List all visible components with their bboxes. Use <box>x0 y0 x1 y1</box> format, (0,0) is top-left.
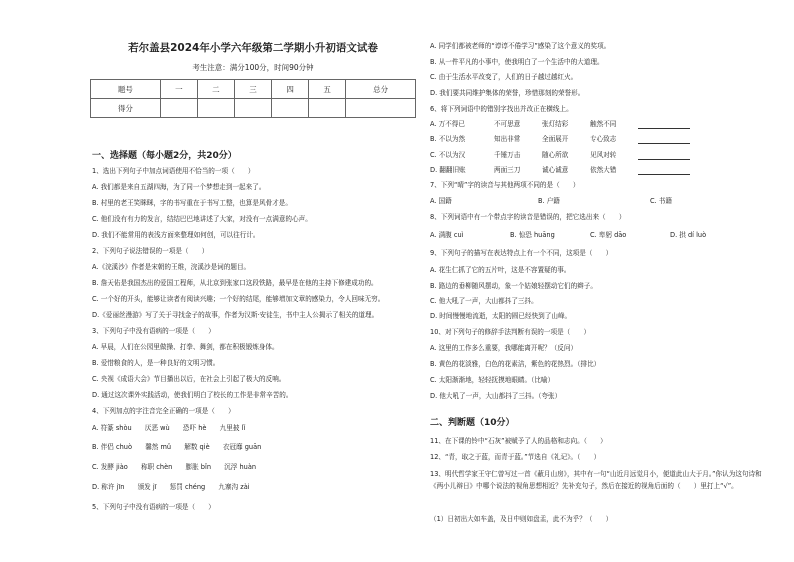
idiom-cell: 见风对转 <box>590 151 617 159</box>
idiom-cell: D. 翻翻旧账 <box>430 166 466 174</box>
option-line: B. 伴侣 chuò 馨然 mǔ 解数 qiè 衣冠靡 guān <box>92 443 262 451</box>
question-line: （1）日初出大如车盖，及日中则如盘盂，此不为乎？（ ） <box>430 515 613 523</box>
score-cell: 总分 <box>346 80 416 99</box>
question-line: 1、选出下列句子中加点词语使用不恰当的一项（ ） <box>92 167 255 175</box>
option-line: C. 央视《成语大会》节目播出以后，在社会上引起了极大的反响。 <box>92 375 286 383</box>
answer-blank[interactable] <box>638 174 690 175</box>
question-line: 3、下列句子中没有语病的一项是（ ） <box>92 327 215 335</box>
option-line: D. 通过这次课外实践活动，使我们明白了校长的工作是非常辛苦的。 <box>92 391 293 399</box>
option-line: C. 太阳渐渐地，轻轻抚摸地眼睛。（比喻） <box>430 376 555 384</box>
idiom-cell: 诚心诚意 <box>542 166 569 174</box>
score-input-cell[interactable] <box>309 99 346 118</box>
option-line: C. 发酵 jiào 称职 chèn 膨胀 bǐn 沉浮 huàn <box>92 463 257 471</box>
idiom-cell: 依然大错 <box>590 166 617 174</box>
option-line: B. 村里的老王笑眯眯，字的书写重在于书写工整，也算是风骨才是。 <box>92 199 292 207</box>
idiom-cell: B. 不以为然 <box>430 135 466 143</box>
option-cell: C. 卑躬 dāo <box>590 231 627 239</box>
option-cell: B. 惊恐 huāng <box>510 231 555 239</box>
option-line: C. 他们没有有力的发言，结结巴巴地讲述了大家，对没有一点满意的心声。 <box>92 215 312 223</box>
score-header-row <box>91 80 416 99</box>
option-cell: A. 国籍 <box>430 197 452 205</box>
option-line: D. 时间慢慢地流逝，太阳的圆已经快到了山峰。 <box>430 312 572 320</box>
option-line: B. 爱惜粮食的人，是一种良好的文明习惯。 <box>92 359 220 367</box>
option-line: D. 他大吼了一声，大山都抖了三抖。（夸张） <box>430 392 562 400</box>
idiom-cell: 千锤万击 <box>494 151 521 159</box>
answer-blank[interactable] <box>638 159 690 160</box>
question-line: 10、对下列句子的修辞手法判断有误的一项是（ ） <box>430 328 591 336</box>
question-line: 12、“青，取之于蓝，而青于蓝。”节选自《礼记》。（ ） <box>430 453 601 461</box>
section-choice-heading: 一、选择题（每小题2分，共20分） <box>92 151 237 161</box>
question-line: 2、下列句子说法错误的一项是（ ） <box>92 247 209 255</box>
option-cell: B. 户籍 <box>538 197 560 205</box>
question-line: 9、下列句子的描写在表达特点上有一个不同，这项是（ ） <box>430 249 613 257</box>
idiom-cell: A. 万不得已 <box>430 120 465 128</box>
option-cell: A. 满腹 cuì <box>430 231 464 239</box>
score-cell: 五 <box>309 80 346 99</box>
option-line: A. 同学们都被老师的“谆谆不倦学习”感染了这个意义的奖项。 <box>430 42 611 50</box>
question-line: 5、下列句子中没有语病的一项是（ ） <box>92 503 215 511</box>
option-line: D. 称许 jīn 颁发 jī 惩罚 chéng 九寨沟 zài <box>92 483 250 491</box>
option-line: A. 符篆 shòu 厌恶 wù 恐吓 hè 九里披 lǐ <box>92 424 246 432</box>
score-input-cell[interactable] <box>346 99 416 118</box>
section-judge-heading: 二、判断题（10分） <box>430 418 515 428</box>
idiom-cell: 知出非常 <box>494 135 521 143</box>
idiom-cell: 两面三刀 <box>494 166 521 174</box>
exam-title: 若尔盖县2024年小学六年级第二学期小升初语文试卷 <box>128 42 378 54</box>
option-cell: D. 拱 dí luò <box>670 231 707 239</box>
score-cell: 得分 <box>91 99 161 118</box>
question-line: 11、在下课的铃中“石灰”被赋予了人的品格和志向。（ ） <box>430 437 607 445</box>
answer-blank[interactable] <box>638 128 690 129</box>
option-line: B. 从一件平凡的小事中，使我明白了一个生活中的大道理。 <box>430 58 604 66</box>
score-input-cell[interactable] <box>160 99 197 118</box>
option-line: C. 由于生活水平改变了，人们的日子越过越红火。 <box>430 73 578 81</box>
score-cell: 题号 <box>91 80 161 99</box>
option-line: A.《浣溪沙》作者是宋朝的王维，浣溪沙是词的题目。 <box>92 263 251 271</box>
option-line: A. 这里的工作多么重要，我哪能离开呢？（反问） <box>430 344 578 352</box>
idiom-cell: 全面展开 <box>542 135 569 143</box>
score-input-cell[interactable] <box>234 99 271 118</box>
idiom-cell: 随心所欲 <box>542 151 569 159</box>
score-cell: 四 <box>272 80 309 99</box>
option-line: B. 黄色的花淡雅，白色的花素洁，紫色的花热烈。（排比） <box>430 360 601 368</box>
exam-notice: 考生注意：满分100分，时间90分钟 <box>192 63 314 72</box>
score-input-cell[interactable] <box>272 99 309 118</box>
question-paragraph: 13、明代哲学家王守仁曾写过一首《蔽月山房》，其中有一句“山近月远觉月小，便道此山大于月。”你认为这句诗和《两小儿辩日》中哪个说法的视角思想相近？先补充句子，然后在接近的视角后面的（ ）里打上“√”。 <box>430 470 762 490</box>
score-cell: 三 <box>234 80 271 99</box>
option-line: C. 一个好的开头，能够让读者有阅读兴趣；一个好的结尾，能够增加文章的感染力，令人回味无穷。 <box>92 295 385 303</box>
option-line: B. 路边的垂柳随风摆动，象一个姑娘轻摆动它们的辫子。 <box>430 282 597 290</box>
option-line: A. 花生仁抓了它的五片叶，这是不容置疑的事。 <box>430 266 571 274</box>
option-line: C. 他大吼了一声，大山都抖了三抖。 <box>430 297 538 305</box>
question-line: 7、下列“晴”字的读音与其他两项不同的是（ ） <box>430 181 580 189</box>
option-line: B. 詹天佑是我国杰出的爱国工程师，从北京到张家口这段铁路，最早是在他的主持下修建成功的。 <box>92 279 378 287</box>
question-line: 4、下列加点的字注音完全正确的一项是（ ） <box>92 407 235 415</box>
answer-blank[interactable] <box>638 143 690 144</box>
option-cell: C. 书籍 <box>650 197 672 205</box>
score-value-row <box>91 99 416 118</box>
option-line: A. 我们都是来自五湖四海，为了同一个梦想走到一起来了。 <box>92 183 266 191</box>
question-line: 6、将下列词语中的错别字找出并改正在横线上。 <box>430 105 573 113</box>
idiom-cell: 专心致志 <box>590 135 617 143</box>
score-cell: 二 <box>197 80 234 99</box>
question-line: 8、下列词语中有一个带点字的读音是错误的，把它选出来（ ） <box>430 213 626 221</box>
option-line: D. 我们要共同维护集体的荣誉，珍惜那刻的荣誉形。 <box>430 89 585 97</box>
option-line: D. 我们不能常用的表浅方面来整理如何创，可以往行计。 <box>92 231 260 239</box>
score-input-cell[interactable] <box>197 99 234 118</box>
option-line: A. 早晨，人们在公园里做操、打拳、舞剑，都在积极锻炼身体。 <box>92 343 279 351</box>
idiom-cell: 触然不同 <box>590 120 617 128</box>
score-cell: 一 <box>160 80 197 99</box>
idiom-cell: 张灯结彩 <box>542 120 569 128</box>
score-table <box>90 79 416 118</box>
idiom-cell: C. 不以为汉 <box>430 151 466 159</box>
idiom-cell: 不可思意 <box>494 120 521 128</box>
option-line: D.《爱丽丝漫游》写了关于寻找金子的故事，作者为汉斯·安徒生，书中主人公揭示了相关的道理。 <box>92 311 379 319</box>
